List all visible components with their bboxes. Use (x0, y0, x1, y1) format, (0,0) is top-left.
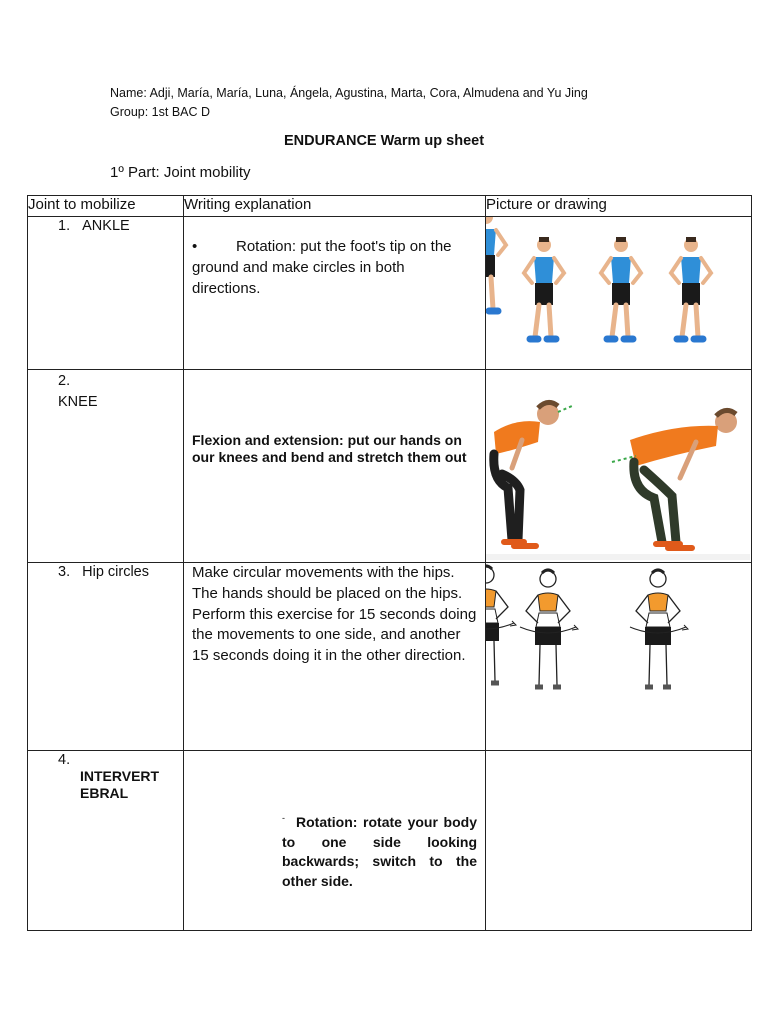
part-heading: 1º Part: Joint mobility (110, 164, 251, 181)
picture-cell (486, 751, 752, 931)
hip-circles-illustration (486, 563, 750, 749)
bullet: • (192, 238, 198, 255)
table-header-row (28, 196, 752, 217)
page-title: ENDURANCE Warm up sheet (283, 133, 485, 149)
table-row (28, 370, 752, 563)
column-header: Writing explanation (184, 196, 486, 217)
picture-cell (486, 217, 752, 370)
name-line: Name: Adji, María, María, Luna, Ángela, Agustina, Marta, Cora, Almudena and Yu Jing (110, 86, 588, 100)
row-number: 4. (58, 752, 71, 768)
group-line: Group: 1st BAC D (110, 105, 211, 119)
joint-name: ANKLE (82, 218, 130, 234)
explanation-text: Rotation: put the foot's tip on the ground and make circles in both directions. (192, 238, 452, 297)
joint-cell (28, 217, 184, 370)
joint-name: Hip circles (82, 564, 149, 580)
explanation-cell (184, 563, 486, 751)
explanation-cell (184, 217, 486, 370)
picture-cell (486, 370, 752, 563)
dash-marker: - (282, 813, 285, 823)
explanation-cell (184, 751, 486, 931)
table-row (28, 563, 752, 751)
explanation-text: Rotation: rotate your body to one side looking backwards; switch to the other side. (282, 814, 477, 889)
joint-mobility-table (27, 195, 752, 931)
joint-cell (28, 751, 184, 931)
joint-name: KNEE (58, 394, 98, 410)
table-row (28, 217, 752, 370)
row-number: 3. (58, 564, 71, 580)
row-number: 1. (58, 218, 71, 234)
explanation-cell (184, 370, 486, 563)
joint-name: INTERVERT EBRAL (80, 768, 160, 801)
row-number: 2. (58, 373, 71, 389)
picture-cell (486, 563, 752, 751)
joint-cell (28, 563, 184, 751)
knee-flexion-illustration (486, 370, 750, 560)
explanation-text: Make circular movements with the hips. The hands should be placed on the hips. Perform this exercise for 15 seconds doing the movements to one side, and another 15 seconds doing it in the other direction. (192, 564, 477, 665)
ankle-rotation-illustration (486, 217, 750, 367)
column-header: Joint to mobilize (28, 196, 184, 217)
column-header: Picture or drawing (486, 196, 752, 217)
table-row (28, 751, 752, 931)
joint-cell (28, 370, 184, 563)
explanation-text: Flexion and extension: put our hands on our knees and bend and stretch them out (192, 432, 467, 465)
